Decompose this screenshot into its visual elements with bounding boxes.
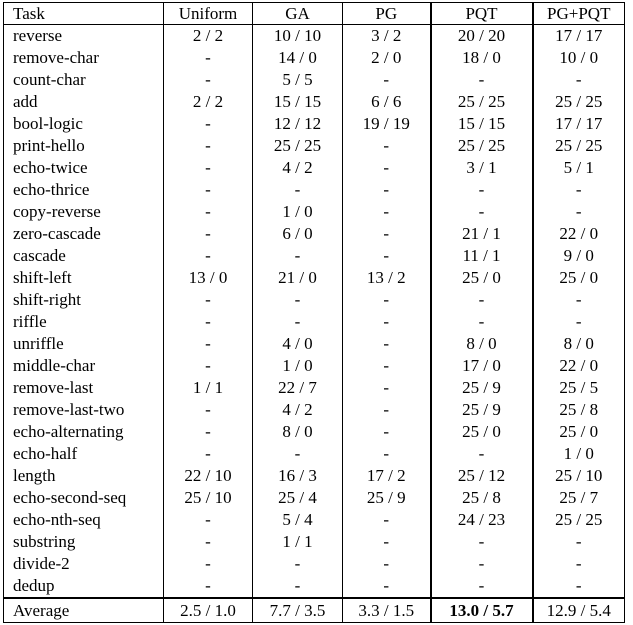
table-row bbox=[4, 245, 625, 267]
cell-pg: - bbox=[343, 157, 431, 179]
cell-uniform: - bbox=[164, 179, 253, 201]
cell-pg-pqt: - bbox=[533, 179, 625, 201]
cell-task: dedup bbox=[4, 575, 164, 598]
cell-uniform: - bbox=[164, 421, 253, 443]
cell-pqt: 20 / 20 bbox=[431, 25, 533, 48]
header-pg-pqt: PG+PQT bbox=[533, 3, 625, 25]
table-row bbox=[4, 267, 625, 289]
cell-pg: 6 / 6 bbox=[343, 91, 431, 113]
cell-pg: - bbox=[343, 333, 431, 355]
cell-pqt: 24 / 23 bbox=[431, 509, 533, 531]
cell-ga: - bbox=[253, 575, 343, 598]
cell-pg-pqt: - bbox=[533, 69, 625, 91]
cell-pg: - bbox=[343, 311, 431, 333]
cell-uniform: - bbox=[164, 135, 253, 157]
cell-pg: - bbox=[343, 179, 431, 201]
header-ga: GA bbox=[253, 3, 343, 25]
cell-pg: - bbox=[343, 553, 431, 575]
cell-pqt: - bbox=[431, 311, 533, 333]
cell-uniform: - bbox=[164, 399, 253, 421]
cell-task: copy-reverse bbox=[4, 201, 164, 223]
average-ga: 7.7 / 3.5 bbox=[253, 598, 343, 623]
cell-pg-pqt: - bbox=[533, 289, 625, 311]
average-pg-pqt: 12.9 / 5.4 bbox=[533, 598, 625, 623]
cell-pg-pqt: - bbox=[533, 311, 625, 333]
table-row bbox=[4, 465, 625, 487]
cell-uniform: - bbox=[164, 223, 253, 245]
cell-task: remove-last-two bbox=[4, 399, 164, 421]
cell-pg: - bbox=[343, 575, 431, 598]
cell-pg-pqt: 9 / 0 bbox=[533, 245, 625, 267]
cell-task: count-char bbox=[4, 69, 164, 91]
cell-pg-pqt: 17 / 17 bbox=[533, 113, 625, 135]
cell-ga: 1 / 0 bbox=[253, 355, 343, 377]
table-row bbox=[4, 25, 625, 48]
cell-uniform: 1 / 1 bbox=[164, 377, 253, 399]
cell-task: bool-logic bbox=[4, 113, 164, 135]
table-row bbox=[4, 333, 625, 355]
cell-pqt: 25 / 9 bbox=[431, 399, 533, 421]
cell-pg-pqt: - bbox=[533, 553, 625, 575]
cell-ga: 1 / 0 bbox=[253, 201, 343, 223]
cell-pg-pqt: 25 / 25 bbox=[533, 509, 625, 531]
cell-ga: 12 / 12 bbox=[253, 113, 343, 135]
cell-pqt: 25 / 8 bbox=[431, 487, 533, 509]
cell-pg: - bbox=[343, 289, 431, 311]
cell-pg-pqt: 10 / 0 bbox=[533, 47, 625, 69]
cell-task: length bbox=[4, 465, 164, 487]
table-row bbox=[4, 421, 625, 443]
cell-pqt: 25 / 0 bbox=[431, 267, 533, 289]
table-row bbox=[4, 575, 625, 598]
table-row bbox=[4, 553, 625, 575]
cell-uniform: - bbox=[164, 201, 253, 223]
cell-ga: - bbox=[253, 311, 343, 333]
cell-task: echo-alternating bbox=[4, 421, 164, 443]
table-row bbox=[4, 157, 625, 179]
cell-ga: - bbox=[253, 179, 343, 201]
cell-pqt: - bbox=[431, 443, 533, 465]
cell-task: middle-char bbox=[4, 355, 164, 377]
cell-pg: - bbox=[343, 443, 431, 465]
cell-pg: 25 / 9 bbox=[343, 487, 431, 509]
cell-task: print-hello bbox=[4, 135, 164, 157]
header-row bbox=[4, 3, 625, 25]
table-row bbox=[4, 223, 625, 245]
table-row bbox=[4, 47, 625, 69]
cell-task: shift-left bbox=[4, 267, 164, 289]
cell-pqt: - bbox=[431, 289, 533, 311]
cell-ga: 14 / 0 bbox=[253, 47, 343, 69]
average-label: Average bbox=[4, 598, 164, 623]
cell-pg-pqt: 25 / 0 bbox=[533, 267, 625, 289]
cell-task: echo-nth-seq bbox=[4, 509, 164, 531]
cell-pg: - bbox=[343, 509, 431, 531]
cell-pqt: 25 / 0 bbox=[431, 421, 533, 443]
results-table bbox=[3, 2, 625, 623]
cell-uniform: - bbox=[164, 531, 253, 553]
cell-uniform: - bbox=[164, 157, 253, 179]
cell-ga: 15 / 15 bbox=[253, 91, 343, 113]
average-pqt: 13.0 / 5.7 bbox=[431, 598, 533, 623]
cell-ga: - bbox=[253, 553, 343, 575]
cell-pg-pqt: 17 / 17 bbox=[533, 25, 625, 48]
cell-pg: - bbox=[343, 245, 431, 267]
cell-pqt: 21 / 1 bbox=[431, 223, 533, 245]
cell-uniform: - bbox=[164, 443, 253, 465]
table-row bbox=[4, 399, 625, 421]
average-uniform: 2.5 / 1.0 bbox=[164, 598, 253, 623]
cell-pg: - bbox=[343, 399, 431, 421]
table-row bbox=[4, 311, 625, 333]
cell-uniform: - bbox=[164, 113, 253, 135]
table-row bbox=[4, 91, 625, 113]
cell-task: reverse bbox=[4, 25, 164, 48]
table-row bbox=[4, 289, 625, 311]
cell-ga: - bbox=[253, 443, 343, 465]
table-row bbox=[4, 201, 625, 223]
cell-pqt: 17 / 0 bbox=[431, 355, 533, 377]
cell-uniform: 22 / 10 bbox=[164, 465, 253, 487]
cell-pg: 17 / 2 bbox=[343, 465, 431, 487]
cell-pqt: - bbox=[431, 553, 533, 575]
cell-uniform: - bbox=[164, 355, 253, 377]
cell-pg-pqt: 25 / 25 bbox=[533, 135, 625, 157]
cell-pqt: - bbox=[431, 69, 533, 91]
cell-pg: 3 / 2 bbox=[343, 25, 431, 48]
cell-pqt: - bbox=[431, 575, 533, 598]
cell-ga: 25 / 25 bbox=[253, 135, 343, 157]
table-row bbox=[4, 509, 625, 531]
cell-task: riffle bbox=[4, 311, 164, 333]
cell-pqt: 11 / 1 bbox=[431, 245, 533, 267]
cell-ga: 16 / 3 bbox=[253, 465, 343, 487]
table-row bbox=[4, 135, 625, 157]
cell-pg-pqt: 22 / 0 bbox=[533, 223, 625, 245]
cell-ga: 4 / 2 bbox=[253, 157, 343, 179]
cell-uniform: - bbox=[164, 575, 253, 598]
cell-pqt: 8 / 0 bbox=[431, 333, 533, 355]
cell-pqt: 15 / 15 bbox=[431, 113, 533, 135]
cell-pg: 2 / 0 bbox=[343, 47, 431, 69]
cell-uniform: 2 / 2 bbox=[164, 25, 253, 48]
cell-pg-pqt: 25 / 25 bbox=[533, 91, 625, 113]
cell-ga: 21 / 0 bbox=[253, 267, 343, 289]
cell-pqt: 25 / 25 bbox=[431, 91, 533, 113]
header-task: Task bbox=[4, 3, 164, 25]
cell-pqt: 3 / 1 bbox=[431, 157, 533, 179]
cell-task: remove-last bbox=[4, 377, 164, 399]
cell-ga: 6 / 0 bbox=[253, 223, 343, 245]
cell-pg: - bbox=[343, 421, 431, 443]
cell-task: add bbox=[4, 91, 164, 113]
header-pg: PG bbox=[343, 3, 431, 25]
cell-uniform: 13 / 0 bbox=[164, 267, 253, 289]
header-uniform: Uniform bbox=[164, 3, 253, 25]
cell-pg-pqt: - bbox=[533, 575, 625, 598]
cell-pqt: - bbox=[431, 531, 533, 553]
cell-pg-pqt: 1 / 0 bbox=[533, 443, 625, 465]
cell-ga: 8 / 0 bbox=[253, 421, 343, 443]
average-row bbox=[4, 598, 625, 623]
table-row bbox=[4, 443, 625, 465]
table-body bbox=[4, 25, 625, 599]
cell-ga: 5 / 5 bbox=[253, 69, 343, 91]
cell-pg-pqt: 25 / 0 bbox=[533, 421, 625, 443]
table-row bbox=[4, 377, 625, 399]
table-row bbox=[4, 179, 625, 201]
cell-task: zero-cascade bbox=[4, 223, 164, 245]
cell-ga: 22 / 7 bbox=[253, 377, 343, 399]
cell-pg-pqt: 8 / 0 bbox=[533, 333, 625, 355]
cell-uniform: - bbox=[164, 69, 253, 91]
cell-pg-pqt: 25 / 7 bbox=[533, 487, 625, 509]
cell-pg: - bbox=[343, 223, 431, 245]
table-row bbox=[4, 113, 625, 135]
average-pg: 3.3 / 1.5 bbox=[343, 598, 431, 623]
cell-ga: 10 / 10 bbox=[253, 25, 343, 48]
cell-pg: - bbox=[343, 531, 431, 553]
cell-ga: 1 / 1 bbox=[253, 531, 343, 553]
table-row bbox=[4, 531, 625, 553]
cell-ga: 25 / 4 bbox=[253, 487, 343, 509]
cell-uniform: 25 / 10 bbox=[164, 487, 253, 509]
cell-pg: - bbox=[343, 69, 431, 91]
cell-ga: 4 / 2 bbox=[253, 399, 343, 421]
cell-uniform: - bbox=[164, 289, 253, 311]
cell-pg-pqt: 25 / 10 bbox=[533, 465, 625, 487]
cell-uniform: - bbox=[164, 333, 253, 355]
cell-task: echo-thrice bbox=[4, 179, 164, 201]
cell-pqt: - bbox=[431, 179, 533, 201]
table-row bbox=[4, 69, 625, 91]
cell-task: cascade bbox=[4, 245, 164, 267]
cell-pg-pqt: 22 / 0 bbox=[533, 355, 625, 377]
cell-uniform: - bbox=[164, 47, 253, 69]
cell-task: substring bbox=[4, 531, 164, 553]
cell-ga: - bbox=[253, 245, 343, 267]
cell-task: echo-half bbox=[4, 443, 164, 465]
cell-pg: - bbox=[343, 377, 431, 399]
cell-task: divide-2 bbox=[4, 553, 164, 575]
cell-uniform: - bbox=[164, 509, 253, 531]
cell-pqt: 25 / 25 bbox=[431, 135, 533, 157]
cell-pg: - bbox=[343, 355, 431, 377]
header-pqt: PQT bbox=[431, 3, 533, 25]
cell-pqt: 18 / 0 bbox=[431, 47, 533, 69]
cell-pg-pqt: 5 / 1 bbox=[533, 157, 625, 179]
cell-ga: 4 / 0 bbox=[253, 333, 343, 355]
cell-pg: - bbox=[343, 201, 431, 223]
cell-ga: 5 / 4 bbox=[253, 509, 343, 531]
cell-pg: 19 / 19 bbox=[343, 113, 431, 135]
cell-pqt: 25 / 9 bbox=[431, 377, 533, 399]
cell-task: echo-twice bbox=[4, 157, 164, 179]
cell-ga: - bbox=[253, 289, 343, 311]
cell-uniform: - bbox=[164, 245, 253, 267]
cell-task: remove-char bbox=[4, 47, 164, 69]
cell-pqt: 25 / 12 bbox=[431, 465, 533, 487]
cell-task: echo-second-seq bbox=[4, 487, 164, 509]
cell-uniform: - bbox=[164, 311, 253, 333]
cell-task: shift-right bbox=[4, 289, 164, 311]
cell-uniform: 2 / 2 bbox=[164, 91, 253, 113]
cell-task: unriffle bbox=[4, 333, 164, 355]
cell-pg-pqt: - bbox=[533, 531, 625, 553]
cell-pqt: - bbox=[431, 201, 533, 223]
table-row bbox=[4, 487, 625, 509]
cell-pg: - bbox=[343, 135, 431, 157]
cell-pg: 13 / 2 bbox=[343, 267, 431, 289]
cell-pg-pqt: 25 / 5 bbox=[533, 377, 625, 399]
cell-pg-pqt: - bbox=[533, 201, 625, 223]
cell-pg-pqt: 25 / 8 bbox=[533, 399, 625, 421]
table-row bbox=[4, 355, 625, 377]
cell-uniform: - bbox=[164, 553, 253, 575]
